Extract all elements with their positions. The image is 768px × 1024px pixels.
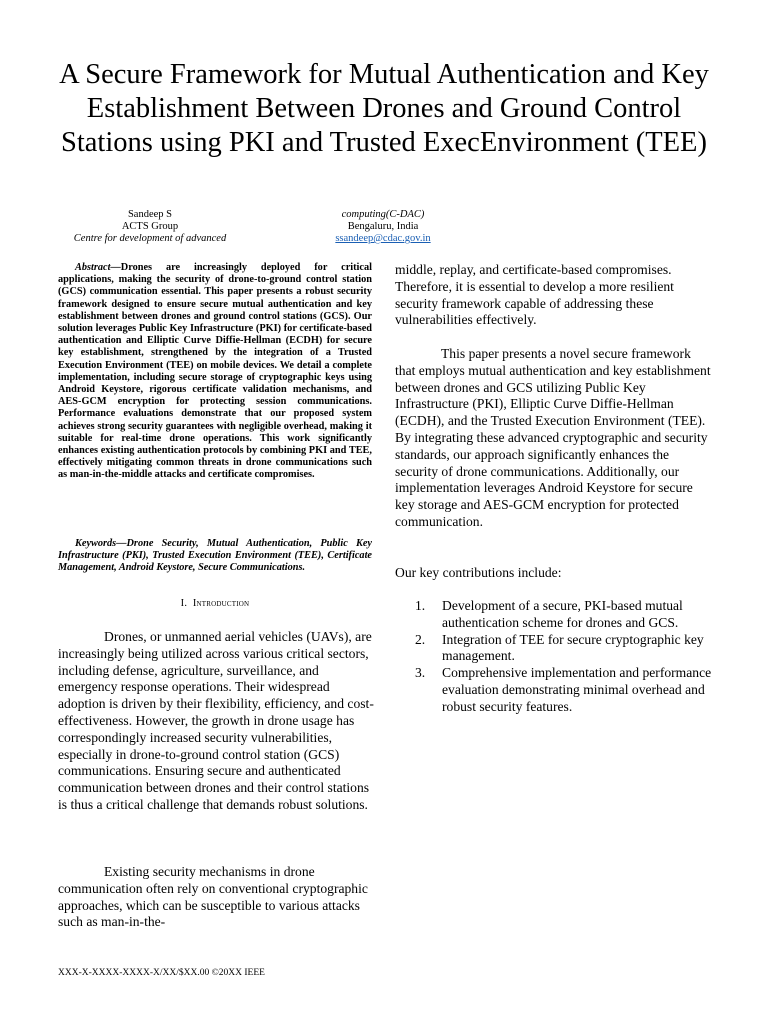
section-heading-introduction (58, 598, 372, 609)
section-title: Introduction (192, 598, 250, 609)
list-item-text: Integration of TEE for secure cryptographic key management. (442, 631, 704, 664)
intro-paragraph-2: Existing security mechanisms in drone communication often rely on conventional cryptographic approaches, which can be susceptible to various attacks such as man-in-the- (58, 864, 368, 930)
section-number: I. (180, 598, 188, 609)
list-item-number: 3. (415, 665, 426, 681)
author-block-left (50, 209, 250, 245)
list-item-number: 2. (415, 631, 426, 647)
abstract (58, 262, 372, 482)
intro-paragraph-2-continued: middle, replay, and certificate-based compromises. Therefore, it is essential to develop a more resilient security framework capable of addressing these vulnerabilities effectively. (395, 262, 674, 328)
keywords (58, 538, 372, 575)
author-email-link[interactable]: ssandeep@cdac.gov.in (335, 233, 431, 244)
list-item-number: 1. (415, 598, 426, 613)
author-block-right (283, 209, 483, 245)
list-item-text: Development of a secure, PKI-based mutual authentication scheme for drones and GCS. (442, 598, 683, 630)
copyright-footer: XXX-X-XXXX-XXXX-X/XX/$XX.00 ©20XX IEEE (58, 968, 265, 978)
abstract-label: Abstract (75, 262, 111, 273)
list-item (415, 598, 715, 632)
abstract-text: Drones are increasingly deployed for critical applications, making the security of drone-to-ground control station (GCS) communication essential. This paper presents a robust security framework designed to ensure secure mutual authentication and key establishment between drones and ground control stations (GCS). Our solution leverages Public Key Infrastructure (PKI) for certificate-based authentication and Elliptic Curve Diffie-Hellman (ECDH) for secure key establishment, strengthened by the integration of a Trusted Execution Environment (TEE) on mobile devices. We detail a complete implementation, including secure storage of cryptographic keys using Android Keystore, rigorous certificate validation mechanisms, and AES-GCM encryption for protecting session communications. Performance evaluations demonstrate that our proposed system achieves strong security guarantees with negligible overhead, making it suitable for real-time drone operations. This work significantly enhances existing authentication protocols by combining PKI and TEE, effectively mitigating common threats in drone communications such as man-in-the-middle attacks and certificate compromises. (58, 262, 372, 481)
abstract-dash: — (110, 262, 121, 273)
list-item (415, 665, 715, 715)
keywords-text: Drone Security, Mutual Authentication, Public Key Infrastructure (PKI), Trusted Execution Environment (TEE), Certificate Management, Android Keystore, Secure Communications. (58, 538, 372, 574)
author-org: Centre for development of advanced (73, 233, 227, 244)
list-item (415, 632, 715, 666)
intro-paragraph-1: Drones, or unmanned aerial vehicles (UAVs), are increasingly being utilized across various critical sectors, including defense, agriculture, surveillance, and emergency response operations. Their widespread adoption is driven by their flexibility, efficiency, and cost-effectiveness. However, the growth in drone usage has correspondingly increased security vulnerabilities, especially in drone-to-ground control station (GCS) communications. Ensuring secure and authenticated communication between drones and their control stations is thus a critical challenge that demands robust solutions. (58, 629, 374, 812)
list-item-text: Comprehensive implementation and performance evaluation demonstrating minimal overhead and robust security features. (442, 665, 712, 714)
author-name: Sandeep S (127, 209, 173, 220)
keywords-dash: — (116, 538, 127, 549)
contributions-list (415, 598, 715, 716)
author-location: Bengaluru, India (347, 221, 419, 232)
contributions-lead: Our key contributions include: (395, 565, 562, 580)
author-group: ACTS Group (121, 221, 179, 232)
keywords-label: Keywords (75, 538, 117, 549)
author-org-continued: computing(C-DAC) (341, 209, 425, 220)
paper-title: A Secure Framework for Mutual Authentication and Key Establishment Between Drones and Ground Control Stations using PKI and Trusted ExecEnvironment (TEE) (59, 59, 709, 158)
intro-paragraph-3: This paper presents a novel secure framework that employs mutual authentication and key establishment between drones and GCS utilizing Public Key Infrastructure (PKI), Elliptic Curve Diffie-Hellman (ECDH), and the Trusted Execution Environment (TEE). By integrating these advanced cryptographic and security standards, our approach significantly enhances the security of drone communications. Additionally, our implementation leverages Android Keystore for secure key storage and AES-GCM encryption for protected communication. (395, 346, 711, 529)
